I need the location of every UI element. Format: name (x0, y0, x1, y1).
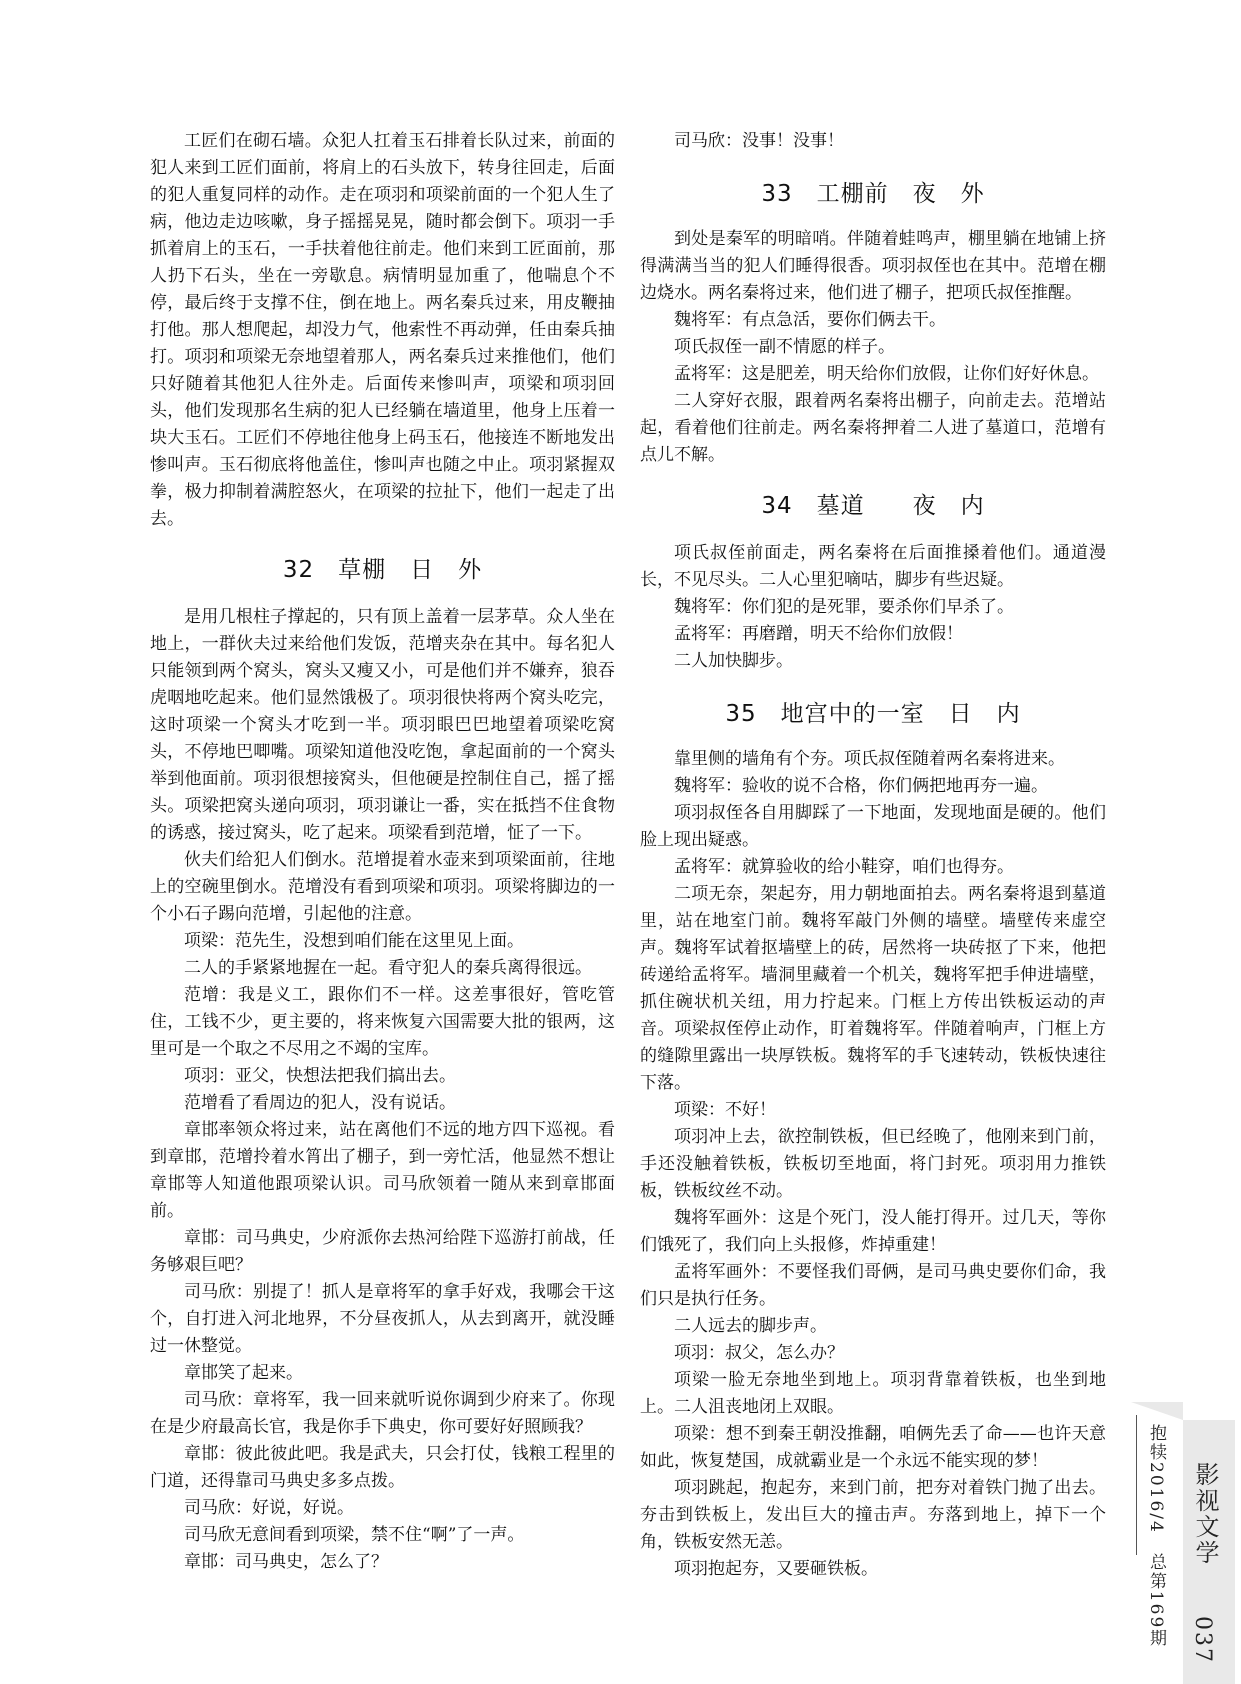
paragraph: 章邯：司马典史，怎么了？ (184, 1552, 388, 1572)
paragraph: 到处是秦军的明暗哨。伴随着蛙鸣声，棚里躺在地铺上挤得满满当当的犯人们睡得很香。项羽叔侄也在其中。范增在棚边烧水。两名秦将过来，他们进了棚子，把项氏叔侄推醒。 (640, 229, 1106, 303)
paragraph: 司马欣：章将军，我一回来就听说你调到少府来了。你现在是少府最高长官，我是你手下典史，你可要好好照顾我？ (150, 1390, 615, 1437)
paragraph: 魏将军：有点急活，要你们俩去干。 (674, 310, 946, 330)
paragraph: 项氏叔侄一副不情愿的样子。 (674, 337, 895, 357)
paragraph: 是用几根柱子撑起的，只有顶上盖着一层茅草。众人坐在地上，一群伙夫过来给他们发饭，范增夹杂在其中。每名犯人只能领到两个窝头，窝头又瘦又小，可是他们并不嫌弃，狼吞虎咽地吃起来。他们显然饿极了。项羽很快将两个窝头吃完，这时项梁一个窝头才吃到一半。项羽眼巴巴地望着项梁吃窝头，不停地巴唧嘴。项梁知道他没吃饱，拿起面前的一个窝头举到他面前。项羽很想接窝头，但他硬是控制住自己，摇了摇头。项梁把窝头递向项羽，项羽谦让一番，实在抵挡不住食物的诱惑，接过窝头，吃了起来。项梁看到范增，怔了一下。 (150, 607, 615, 843)
paragraph: 项羽叔侄各自用脚踩了一下地面，发现地面是硬的。他们脸上现出疑惑。 (640, 803, 1106, 850)
paragraph: 章邯率领众将过来，站在离他们不远的地方四下巡视。看到章邯，范增拎着水筲出了棚子，到一旁忙活，他显然不想让章邯等人知道他跟项梁认识。司马欣领着一随从来到章邯面前。 (150, 1120, 615, 1221)
paragraph: 二项无奈，架起夯，用力朝地面拍去。两名秦将退到墓道里，站在地室门前。魏将军敲门外侧的墙壁。墙壁传来虚空声。魏将军试着抠墙壁上的砖，居然将一块砖抠了下来，他把砖递给孟将军。墙洞里藏着一个机关，魏将军把手伸进墙壁，抓住碗状机关纽，用力拧起来。门框上方传出铁板运动的声音。项梁叔侄停止动作，盯着魏将军。伴随着响声，门框上方的缝隙里露出一块厚铁板。魏将军的手飞速转动，铁板快速往下落。 (640, 884, 1106, 1093)
paragraph: 二人的手紧紧地握在一起。看守犯人的秦兵离得很远。 (184, 958, 592, 978)
paragraph: 项氏叔侄前面走，两名秦将在后面推搡着他们。通道漫长，不见尽头。二人心里犯嘀咕，脚步有些迟疑。 (640, 543, 1106, 590)
paragraph: 项羽：亚父，快想法把我们搞出去。 (184, 1066, 456, 1086)
paragraph: 项梁：想不到秦王朝没推翻，咱俩先丢了命——也许天意如此，恢复楚国，成就霸业是一个永远不能实现的梦！ (640, 1424, 1106, 1471)
paragraph: 章邯：司马典史，少府派你去热河给陛下巡游打前战，任务够艰巨吧？ (150, 1228, 615, 1275)
magazine-name: 影视文学 (1191, 1462, 1219, 1566)
paragraph: 项羽冲上去，欲控制铁板，但已经晚了，他刚来到门前，手还没触着铁板，铁板切至地面，将门封死。项羽用力推铁板，铁板纹丝不动。 (640, 1127, 1106, 1201)
scene-heading-35: 35 地宫中的一室 日 内 (725, 701, 1021, 727)
paragraph: 二人加快脚步。 (674, 651, 793, 671)
paragraph: 二人远去的脚步声。 (674, 1316, 827, 1336)
right-column (640, 128, 1106, 1583)
scene-heading-34: 34 墓道 夜 内 (761, 493, 985, 519)
paragraph: 项梁：范先生，没想到咱们能在这里见上面。 (184, 931, 524, 951)
paragraph: 二人穿好衣服，跟着两名秦将出棚子，向前走去。范增站起，看着他们往前走。两名秦将押着二人进了墓道口，范增有点儿不解。 (640, 391, 1106, 465)
paragraph: 孟将军：就算验收的给小鞋穿，咱们也得夯。 (674, 857, 1014, 877)
paragraph: 魏将军画外：这是个死门，没人能打得开。过几天，等你们饿死了，我们向上头报修，炸掉重建！ (640, 1208, 1106, 1255)
paragraph: 孟将军画外：不要怪我们哥俩，是司马典史要你们命，我们只是执行任务。 (640, 1262, 1106, 1309)
paragraph: 工匠们在砌石墙。众犯人扛着玉石排着长队过来，前面的犯人来到工匠们面前，将肩上的石头放下，转身往回走，后面的犯人重复同样的动作。走在项羽和项梁前面的一个犯人生了病，他边走边咳嗽，身子摇摇晃晃，随时都会倒下。项羽一手抓着肩上的玉石，一手扶着他往前走。他们来到工匠面前，那人扔下石头，坐在一旁歇息。病情明显加重了，他喘息个不停，最后终于支撑不住，倒在地上。两名秦兵过来，用皮鞭抽打他。那人想爬起，却没力气，他索性不再动弹，任由秦兵抽打。项羽和项梁无奈地望着那人，两名秦兵过来推他们，他们只好随着其他犯人往外走。后面传来惨叫声，项梁和项羽回头，他们发现那名生病的犯人已经躺在墙道里，他身上压着一块大玉石。工匠们不停地往他身上码玉石，他接连不断地发出惨叫声。玉石彻底将他盖住，惨叫声也随之中止。项羽紧握双拳，极力抑制着满腔怒火，在项梁的拉扯下，他们一起走了出去。 (150, 131, 615, 529)
paragraph: 伙夫们给犯人们倒水。范增提着水壶来到项梁面前，往地上的空碗里倒水。范增没有看到项梁和项羽。项梁将脚边的一个小石子踢向范增，引起他的注意。 (150, 850, 615, 924)
paragraph: 魏将军：你们犯的是死罪，要杀你们早杀了。 (674, 597, 1014, 617)
paragraph: 司马欣：没事！没事！ (674, 131, 844, 151)
paragraph: 魏将军：验收的说不合格，你们俩把地再夯一遍。 (674, 776, 1048, 796)
paragraph: 孟将军：再磨蹭，明天不给你们放假！ (674, 624, 963, 644)
paragraph: 项梁：不好！ (674, 1100, 776, 1120)
sidebar-divider (1136, 1415, 1137, 1555)
paragraph: 司马欣无意间看到项梁，禁不住“啊”了一声。 (184, 1525, 525, 1545)
paragraph: 司马欣：别提了！抓人是章将军的拿手好戏，我哪会干这个，自打进入河北地界，不分昼夜抓人，从去到离开，就没睡过一休整觉。 (150, 1282, 615, 1356)
paragraph: 章邯：彼此彼此吧。我是武夫，只会打仗，钱粮工程里的门道，还得靠司马典史多多点拨。 (150, 1444, 615, 1491)
paragraph: 章邯笑了起来。 (184, 1363, 303, 1383)
paragraph: 项羽抱起夯，又要砸铁板。 (674, 1559, 878, 1579)
scene-heading-33: 33 工棚前 夜 外 (761, 181, 985, 207)
scene-33-body (640, 226, 1106, 469)
scene-34-body (640, 540, 1106, 675)
paragraph: 靠里侧的墙角有个夯。项氏叔侄随着两名秦将进来。 (674, 749, 1065, 769)
paragraph: 项梁一脸无奈地坐到地上。项羽背靠着铁板，也坐到地上。二人沮丧地闭上双眼。 (640, 1370, 1106, 1417)
issue-info: 抱犊2016/4 总第169期 (1146, 1424, 1166, 1649)
paragraph: 项羽：叔父，怎么办？ (674, 1343, 844, 1363)
paragraph: 范增看了看周边的犯人，没有说话。 (184, 1093, 456, 1113)
left-column (150, 128, 615, 1576)
scene-35-body (640, 746, 1106, 1583)
paragraph: 项羽跳起，抱起夯，来到门前，把夯对着铁门抛了出去。夯击到铁板上，发出巨大的撞击声。夯落到地上，掉下一个角，铁板安然无恙。 (640, 1478, 1106, 1552)
paragraph: 司马欣：好说，好说。 (184, 1498, 354, 1518)
scene-32-body (150, 604, 615, 1576)
scene-heading-32: 32 草棚 日 外 (282, 557, 483, 583)
page-number: 037 (1190, 1616, 1215, 1664)
paragraph: 范增：我是义工，跟你们不一样。这差事很好，管吃管住，工钱不少，更主要的，将来恢复六国需要大批的银两，这里可是一个取之不尽用之不竭的宝库。 (150, 985, 615, 1059)
paragraph: 孟将军：这是肥差，明天给你们放假，让你们好好休息。 (674, 364, 1099, 384)
